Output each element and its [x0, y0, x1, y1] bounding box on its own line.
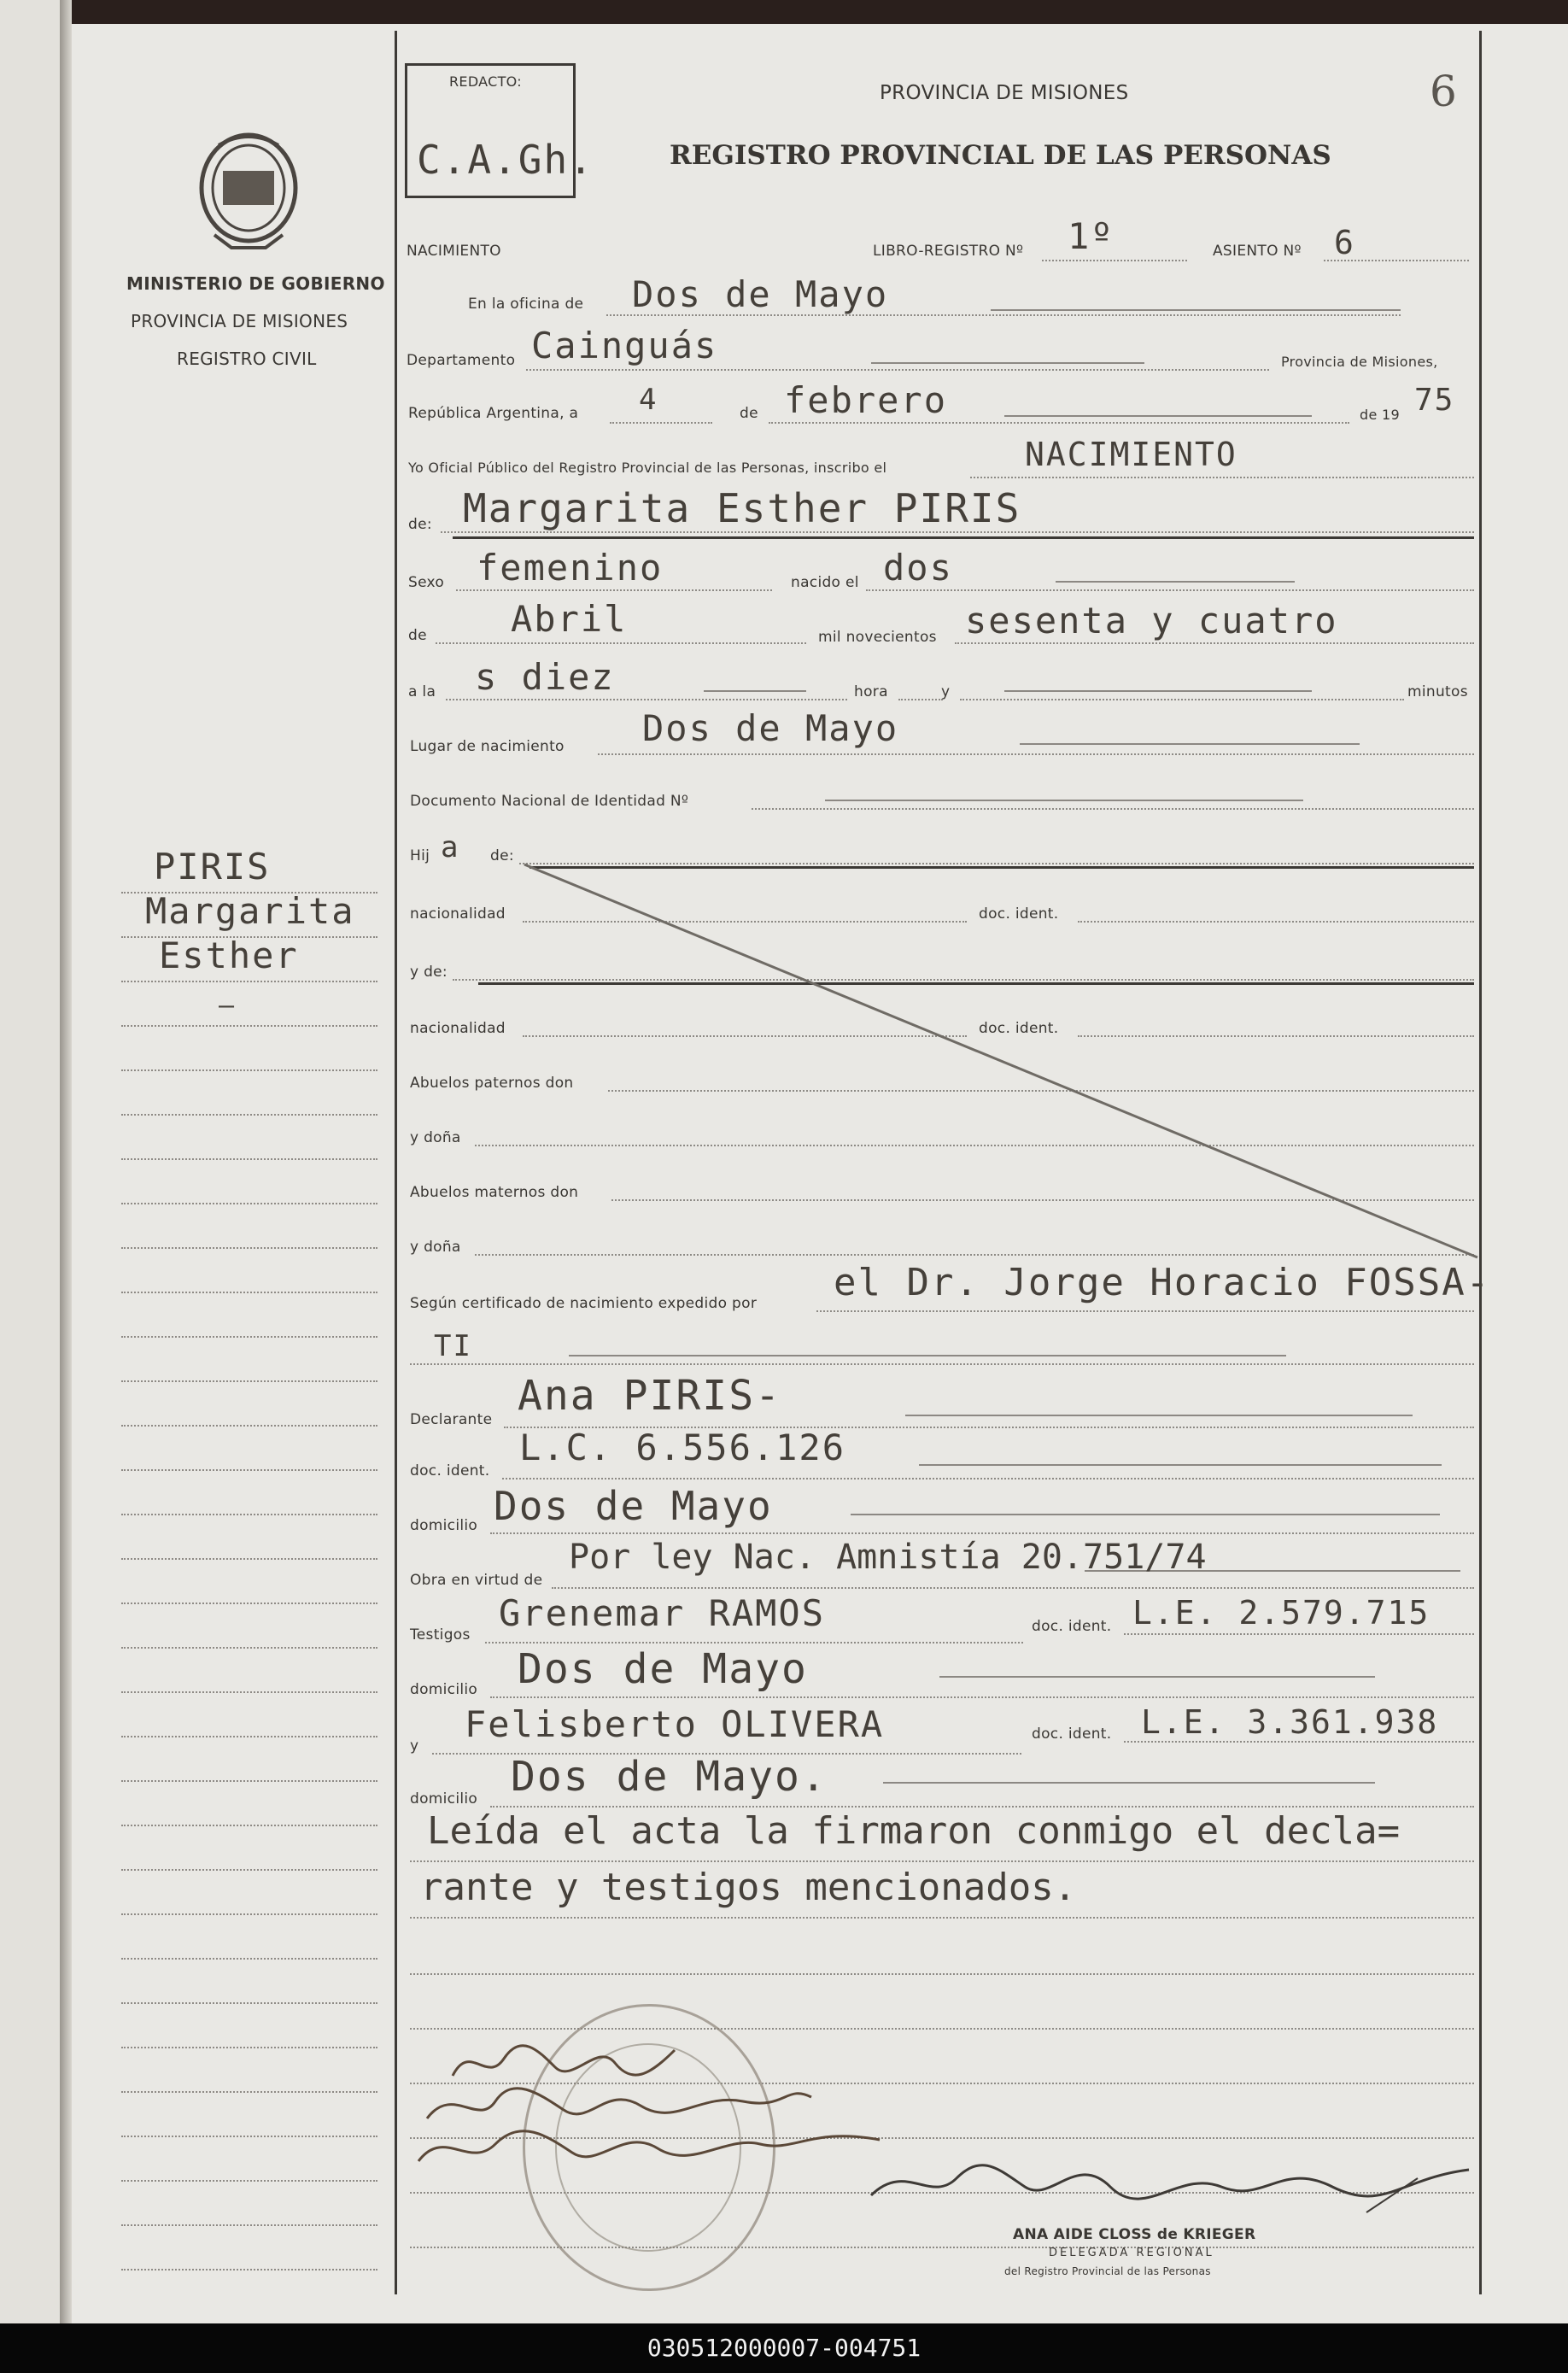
- doc-value: L.C. 6.556.126: [519, 1427, 846, 1468]
- redacto-initials: C.A.Gh.: [417, 137, 594, 183]
- testigo1-doc: L.E. 2.579.715: [1132, 1594, 1431, 1632]
- nacionalidad-label-2: nacionalidad: [410, 1020, 506, 1037]
- oficina-value: Dos de Mayo: [632, 273, 889, 315]
- year-birth: sesenta y cuatro: [965, 600, 1338, 642]
- sidebar-name-line-3: Esther: [159, 935, 299, 976]
- sexo-value: femenino: [477, 547, 664, 589]
- de-person-label: de:: [408, 516, 432, 533]
- domicilio-value: Dos de Mayo: [494, 1483, 773, 1529]
- year-value: 75: [1414, 383, 1455, 418]
- asiento-value: 6: [1334, 224, 1355, 261]
- nacionalidad-label: nacionalidad: [410, 905, 506, 923]
- sidebar-province: PROVINCIA DE MISIONES: [131, 311, 348, 331]
- y-label: y: [941, 683, 951, 700]
- closing-line-1: Leída el acta la firmaron conmigo el decla=: [427, 1809, 1401, 1853]
- domicilio-label: domicilio: [410, 1517, 478, 1534]
- testigo2-doc-label: doc. ident.: [1032, 1726, 1112, 1743]
- nacimiento-label: NACIMIENTO: [407, 243, 501, 260]
- official-signature: [854, 2127, 1486, 2229]
- paternos-dona-label: y doña: [410, 1129, 461, 1146]
- certificado-value: el Dr. Jorge Horacio FOSSA-: [834, 1261, 1491, 1304]
- nacido-label: nacido el: [791, 574, 859, 591]
- abuelos-maternos-label: Abuelos maternos don: [410, 1184, 579, 1201]
- testigo1-domicilio-label: domicilio: [410, 1681, 478, 1698]
- official-name: ANA AIDE CLOSS de KRIEGER: [1013, 2226, 1256, 2243]
- nacido-value: dos: [883, 547, 953, 589]
- official-subtitle: del Registro Provincial de las Personas: [1004, 2265, 1211, 2277]
- closing-line-2: rante y testigos mencionados.: [420, 1866, 1077, 1909]
- abuelos-paternos-label: Abuelos paternos don: [410, 1075, 574, 1092]
- year-prefix: de 19: [1360, 407, 1400, 423]
- testigo2-domicilio: Dos de Mayo.: [511, 1753, 828, 1801]
- testigo2-name: Felisberto OLIVERA: [465, 1703, 885, 1745]
- libro-registro-value: 1º: [1068, 215, 1115, 257]
- de-label: de: [740, 405, 758, 422]
- provincia-suffix: Provincia de Misiones,: [1281, 354, 1438, 370]
- dni-label: Documento Nacional de Identidad Nº: [410, 793, 689, 810]
- maternos-dona-label: y doña: [410, 1239, 461, 1256]
- hij-de-label: de:: [490, 847, 514, 864]
- testigo2-y-label: y: [410, 1737, 419, 1755]
- minutos-label: minutos: [1407, 683, 1468, 700]
- month-birth: Abril: [511, 598, 628, 640]
- oficina-label: En la oficina de: [468, 296, 584, 313]
- testigo2-doc: L.E. 3.361.938: [1141, 1703, 1439, 1741]
- hij-suffix: a: [441, 830, 460, 864]
- doc-ident-label-1: doc. ident.: [979, 905, 1059, 923]
- testigo1-doc-label: doc. ident.: [1032, 1618, 1112, 1635]
- sidebar-name-line-2: Margarita: [145, 890, 355, 932]
- oficial-text: Yo Oficial Público del Registro Provincial de las Personas, inscribo el: [408, 460, 887, 476]
- testigos-label: Testigos: [410, 1626, 471, 1644]
- certificado-cont: TI: [434, 1329, 472, 1363]
- sidebar-registry: REGISTRO CIVIL: [177, 349, 317, 369]
- testigo1-name: Grenemar RAMOS: [499, 1592, 826, 1634]
- de2-label: de: [408, 627, 427, 644]
- doc-ident-label-2: doc. ident.: [979, 1020, 1059, 1037]
- lugar-label: Lugar de nacimiento: [410, 738, 565, 755]
- declarante-label: Declarante: [410, 1411, 493, 1428]
- header-province: PROVINCIA DE MISIONES: [880, 82, 1129, 104]
- official-title: DELEGADA REGIONAL: [1049, 2247, 1214, 2259]
- testigo1-domicilio: Dos de Mayo: [518, 1645, 808, 1693]
- yde-label: y de:: [410, 964, 448, 981]
- inscribo-value: NACIMIENTO: [1025, 436, 1237, 473]
- hij-label: Hij: [410, 847, 430, 864]
- day-value: 4: [639, 383, 658, 417]
- sidebar-ministry: MINISTERIO DE GOBIERNO: [126, 273, 385, 294]
- ala-label: a la: [408, 683, 436, 700]
- sidebar-name-line-4: —: [219, 991, 237, 1021]
- witness-signatures: [401, 2024, 914, 2195]
- blank-ruled-line: [410, 1973, 1474, 1975]
- sidebar-name-line-1: PIRIS: [154, 846, 271, 888]
- header-title: REGISTRO PROVINCIAL DE LAS PERSONAS: [670, 140, 1331, 171]
- certificado-label: Según certificado de nacimiento expedido por: [410, 1295, 758, 1312]
- page-number: 6: [1430, 67, 1457, 116]
- republica-label: República Argentina, a: [408, 405, 579, 422]
- obra-value: Por ley Nac. Amnistía 20.751/74: [569, 1538, 1207, 1577]
- hora-label: hora: [854, 683, 888, 700]
- obra-label: Obra en virtud de: [410, 1572, 543, 1589]
- libro-registro-label: LIBRO-REGISTRO Nº: [873, 243, 1024, 260]
- hora-value: s diez: [475, 656, 615, 698]
- testigo2-domicilio-label: domicilio: [410, 1790, 478, 1808]
- person-name: Margarita Esther PIRIS: [463, 485, 1021, 531]
- lugar-value: Dos de Mayo: [642, 707, 899, 749]
- redacto-label: REDACTO:: [449, 73, 522, 90]
- departamento-label: Departamento: [407, 352, 516, 369]
- departamento-value: Cainguás: [531, 325, 718, 366]
- asiento-label: ASIENTO Nº: [1213, 243, 1302, 260]
- sexo-label: Sexo: [408, 574, 445, 591]
- doc-label: doc. ident.: [410, 1462, 490, 1479]
- document-id-footer: 030512000007-004751: [0, 2323, 1568, 2373]
- declarante-value: Ana PIRIS-: [518, 1372, 781, 1420]
- month-value: febrero: [784, 379, 948, 421]
- mil-novecientos-label: mil novecientos: [818, 629, 937, 646]
